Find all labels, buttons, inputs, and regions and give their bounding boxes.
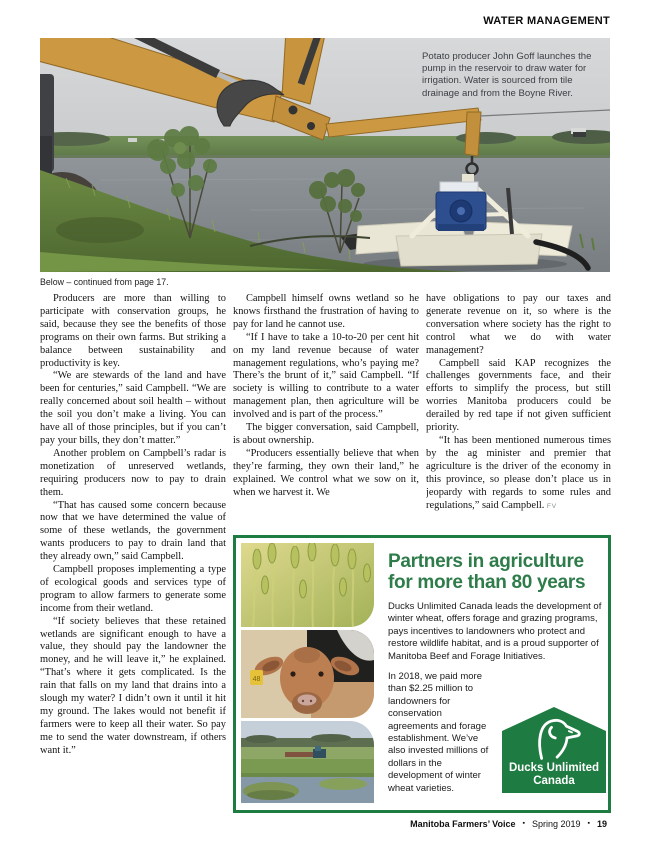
article-paragraph: The bigger conversation, said Campbell, is about ownership. <box>233 422 419 446</box>
footer-issue: Spring 2019 <box>531 819 581 829</box>
article-paragraph: have obligations to pay our taxes and generate revenue on it, so where is the conversation where society has the right to control what we do with water management? <box>426 293 611 356</box>
ducks-unlimited-ad <box>233 535 611 813</box>
ducks-unlimited-logo <box>502 707 606 793</box>
ad-photo-strip <box>241 543 374 806</box>
article-paragraph: “Producers essentially believe that when they’re farming, they own their land,” he explained. We control what we sow on it, when we harvest it. We <box>233 447 419 498</box>
footer-page-number: 19 <box>596 819 607 829</box>
article-paragraph: “We are stewards of the land and have been for centuries,” said Campbell. “We are really concerned about soil health – without the soil you don’t make a living. You can have all of those principles, but if you can’t pay your bills, they don’t matter.” <box>40 370 226 446</box>
footer-separator: ▪ <box>587 819 590 827</box>
ad-content <box>388 551 606 795</box>
page-footer <box>410 819 607 829</box>
article-paragraph: “It has been mentioned numerous times by the ag minister and premier that agriculture is the driver of the economy in this province, so please don’t place us in jeopardy with regards to some rules and regulations,” said Campbell. FV <box>426 434 611 511</box>
photo-caption: Potato producer John Goff launches the pump in the reservoir to draw water for irrigation. Water is sourced from tile drainage and from the Boyne River. <box>422 51 592 99</box>
wheat-image <box>241 543 374 627</box>
article-paragraph: “If society believes that these retained wetlands are significant enough to have a value, they should pay the landowner the money, and he will leave it,” he explained. “That’s where it gets complicated. Is the rain that falls on my land that drains into a slough my water? I didn’t own it until it hit my ground. The lakes would not benefit if farmers were to keep all their water. So pay me to send the water downstream, if others want it.” <box>40 615 226 756</box>
article-column-3 <box>426 293 611 513</box>
article-paragraph: Campbell said KAP recognizes the challenges governments face, and their efforts to simplify the process, but still worries Manitoba producers could be derailed by red tape if not given sufficient priority. <box>426 357 611 434</box>
article-paragraph: Campbell himself owns wetland so he knows firsthand the frustration of having to pay for land he cannot use. <box>233 293 419 330</box>
ad-heading: Partners in agriculture for more than 80 years <box>388 551 586 593</box>
svg-text:Canada: Canada <box>533 775 575 788</box>
article-paragraph: “That has caused some concern because now that we have determined the value of some of these wetlands, the government wants producers to pay to drain land that they already own,” said Campbell. <box>40 499 226 563</box>
section-header: WATER MANAGEMENT <box>483 15 610 27</box>
ad-body-2: Ducks Unlimited Canada In 2018, we paid more than $2.25 million to landowners for conservation agreements and forage establishment. We’ve also invested millions of dollars in the development of winter wheat varieties. <box>388 671 606 795</box>
footer-magazine-title: Manitoba Farmers’ Voice <box>410 819 516 829</box>
calf-image <box>241 630 374 718</box>
footer-separator: ▪ <box>522 819 525 827</box>
article-paragraph: “If I have to take a 10-to-20 per cent hit on my land revenue because of water management regulations, who’s paying me? There’s the brunt of it,” said Campbell. “If society is willing to contribute to a water management plan, then agriculture will be involved and is part of the process.” <box>233 331 419 421</box>
article-paragraph: Another problem on Campbell’s radar is monetization of unreserved wetlands, requiring producers now to pay to drain them. <box>40 447 226 498</box>
article-paragraph: Campbell proposes implementing a type of ecological goods and services type of program to allow farmers to generate some income from their wetland. <box>40 564 226 614</box>
article-column-1 <box>40 293 226 758</box>
reservoir-photo <box>40 38 610 272</box>
article-end-mark: FV <box>546 502 557 510</box>
ear-tag-number: 48 <box>252 676 261 683</box>
horizon-truck <box>571 128 586 137</box>
field-image <box>241 721 374 803</box>
svg-text:Ducks Unlimited: Ducks Unlimited <box>508 762 600 775</box>
continuation-note: Below – continued from page 17. <box>40 277 169 287</box>
article-column-2 <box>233 293 419 500</box>
ad-body-1: Ducks Unlimited Canada leads the development of winter wheat, offers forage and grazing programs, pays incentives to landowners who protect and restore wildlife habitat, and is a proud supporter of Manitoba Beef and Forage Initiatives. <box>388 601 602 662</box>
article-paragraph: Producers are more than willing to participate with conservation groups, he said, because they see the benefits of those programs on their own farms. But striking a balance between sustainability and productivity is key. <box>40 293 226 369</box>
